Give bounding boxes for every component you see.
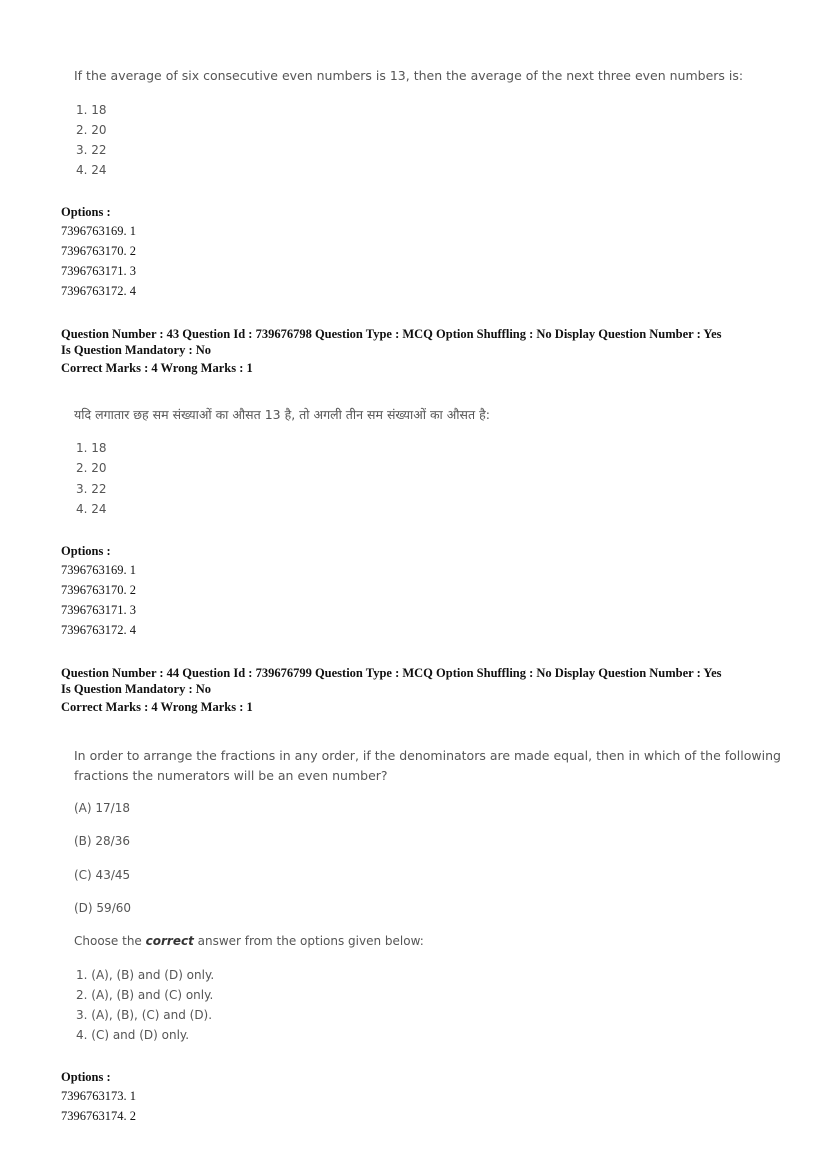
q42-question-text: If the average of six consecutive even numbers is 13, then the average of the next three even numbers is:: [74, 68, 744, 83]
q43-option-id-1: 7396763169. 1: [61, 563, 136, 577]
q42-choice-4: 4. 24: [76, 163, 107, 177]
q42-choice-2: 2. 20: [76, 123, 107, 137]
q44-question-text-line-2: fractions the numerators will be an even number?: [74, 768, 388, 783]
q44-option-id-1: 7396763173. 1: [61, 1089, 136, 1103]
q43-meta-line-1: Question Number : 43 Question Id : 739676798 Question Type : MCQ Option Shuffling : No Display Question Number : Yes: [61, 327, 722, 341]
q44-choice-2: 2. (A), (B) and (C) only.: [76, 988, 214, 1002]
q43-option-id-4: 7396763172. 4: [61, 623, 136, 637]
q44-fraction-c: (C) 43/45: [74, 868, 131, 882]
q43-meta-line-2: Is Question Mandatory : No: [61, 343, 212, 357]
q44-choice-1: 1. (A), (B) and (D) only.: [76, 968, 215, 982]
q42-option-id-3: 7396763171. 3: [61, 264, 136, 278]
q43-question-text: यदि लगातार छह सम संख्याओं का औसत 13 है, तो अगली तीन सम संख्याओं का औसत है:: [74, 407, 490, 422]
q43-choice-1: 1. 18: [76, 441, 107, 455]
q44-fraction-b: (B) 28/36: [74, 834, 130, 848]
q43-option-id-2: 7396763170. 2: [61, 583, 136, 597]
q42-choice-3: 3. 22: [76, 143, 107, 157]
q44-instruction-emphasis: correct: [145, 934, 194, 948]
q44-question-text-line-1: In order to arrange the fractions in any order, if the denominators are made equal, then in which of the following: [74, 748, 781, 763]
q44-meta-line-1: Question Number : 44 Question Id : 739676799 Question Type : MCQ Option Shuffling : No Display Question Number : Yes: [61, 666, 722, 680]
q42-option-id-1: 7396763169. 1: [61, 224, 136, 238]
q44-choice-3: 3. (A), (B), (C) and (D).: [76, 1008, 213, 1022]
q42-option-id-2: 7396763170. 2: [61, 244, 136, 258]
q42-choice-1: 1. 18: [76, 103, 107, 117]
q43-option-id-3: 7396763171. 3: [61, 603, 136, 617]
q44-option-id-2: 7396763174. 2: [61, 1109, 136, 1123]
q42-option-id-4: 7396763172. 4: [61, 284, 136, 298]
q44-options-label: Options :: [61, 1070, 111, 1084]
q42-options-label: Options :: [61, 205, 111, 219]
q44-fraction-d: (D) 59/60: [74, 901, 131, 915]
q44-instruction: Choose the correct answer from the options given below:: [74, 934, 424, 948]
q43-options-label: Options :: [61, 544, 111, 558]
q44-meta-line-2: Is Question Mandatory : No: [61, 682, 212, 696]
q43-choice-4: 4. 24: [76, 502, 107, 516]
q43-choice-3: 3. 22: [76, 482, 107, 496]
q44-fraction-a: (A) 17/18: [74, 801, 130, 815]
q44-choice-4: 4. (C) and (D) only.: [76, 1028, 190, 1042]
q43-meta-line-3: Correct Marks : 4 Wrong Marks : 1: [61, 361, 253, 375]
q43-choice-2: 2. 20: [76, 461, 107, 475]
q44-meta-line-3: Correct Marks : 4 Wrong Marks : 1: [61, 700, 253, 714]
